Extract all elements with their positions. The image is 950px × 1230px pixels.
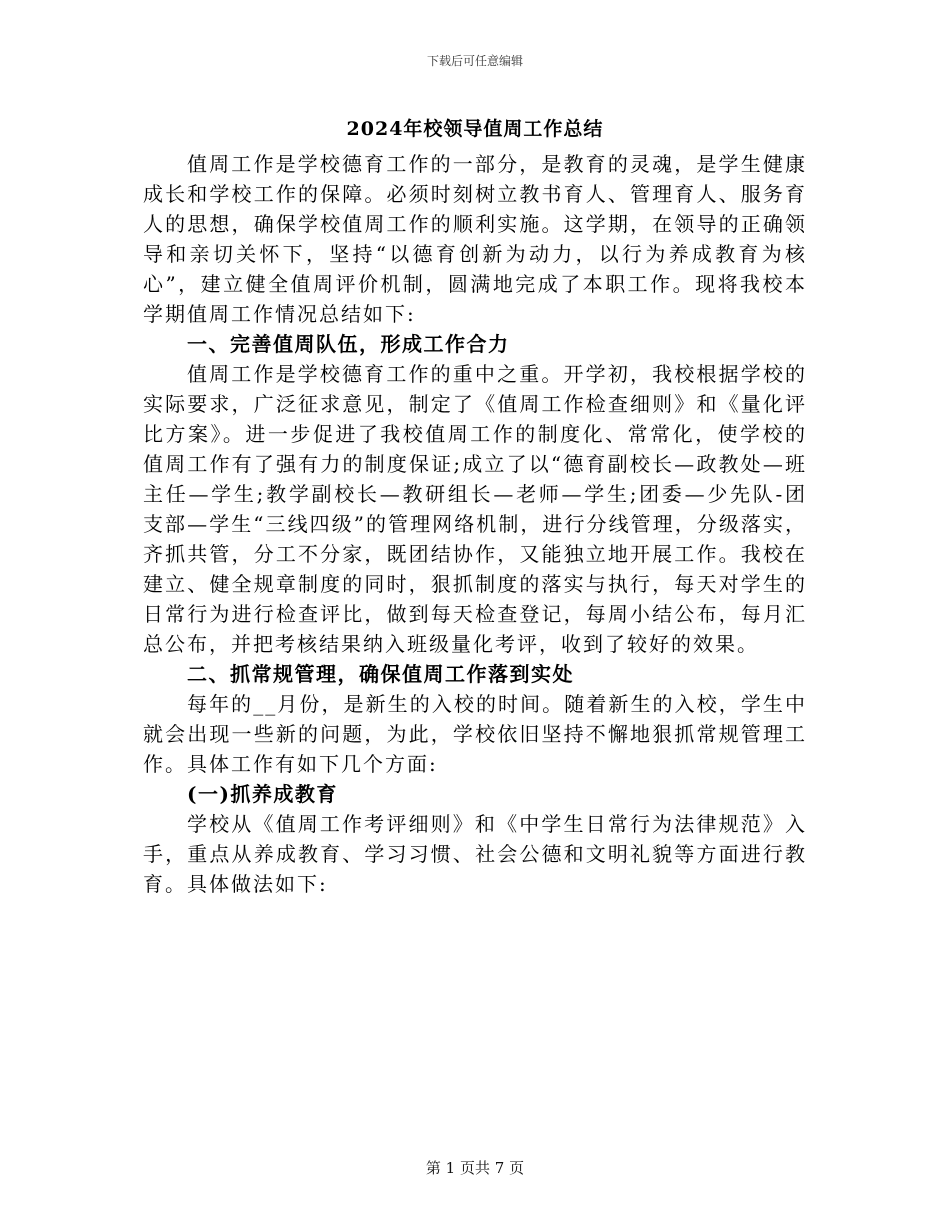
document-body <box>143 149 807 899</box>
download-note: 下载后可任意编辑 <box>426 54 523 68</box>
section-heading-1: 一、完善值周队伍，形成工作合力 <box>187 332 510 356</box>
section-1-paragraph: 值周工作是学校德育工作的重中之重。开学初，我校根据学校的实际要求，广泛征求意见，制定了《值周工作检查细则》和《量化评比方案》。进一步促进了我校值周工作的制度化、常常化，使学校的值周工作有了强有力的制度保证;成立了以“德育副校长—政教处—班主任—学生;教学副校长—教研组长—老师—学生;团委—少先队-团支部—学生“三线四级”的管理网络机制，进行分线管理，分级落实，齐抓共管，分工不分家，既团结协作，又能独立地开展工作。我校在建立、健全规章制度的同时，狠抓制度的落实与执行，每天对学生的日常行为进行检查评比，做到每天检查登记，每周小结公布，每月汇总公布，并把考核结果纳入班级量化考评，收到了较好的效果。 <box>143 362 807 656</box>
subsection-1-paragraph: 学校从《值周工作考评细则》和《中学生日常行为法律规范》入手，重点从养成教育、学习习惯、社会公德和文明礼貌等方面进行教育。具体做法如下: <box>143 812 807 896</box>
section-2-paragraph: 每年的__月份，是新生的入校的时间。随着新生的入校，学生中就会出现一些新的问题，为此，学校依旧坚持不懈地狠抓常规管理工作。具体工作有如下几个方面: <box>143 692 807 776</box>
subsection-heading-1: (一)抓养成教育 <box>187 782 338 806</box>
intro-paragraph: 值周工作是学校德育工作的一部分，是教育的灵魂，是学生健康成长和学校工作的保障。必须时刻树立教书育人、管理育人、服务育人的思想，确保学校值周工作的顺利实施。这学期，在领导的正确领导和亲切关怀下，坚持“以德育创新为动力，以行为养成教育为核心”，建立健全值周评价机制，圆满地完成了本职工作。现将我校本学期值周工作情况总结如下: <box>143 152 807 326</box>
document-title: 2024年校领导值周工作总结 <box>346 118 604 140</box>
section-heading-2: 二、抓常规管理，确保值周工作落到实处 <box>187 662 574 686</box>
page-number: 第 1 页共 7 页 <box>425 1159 525 1177</box>
